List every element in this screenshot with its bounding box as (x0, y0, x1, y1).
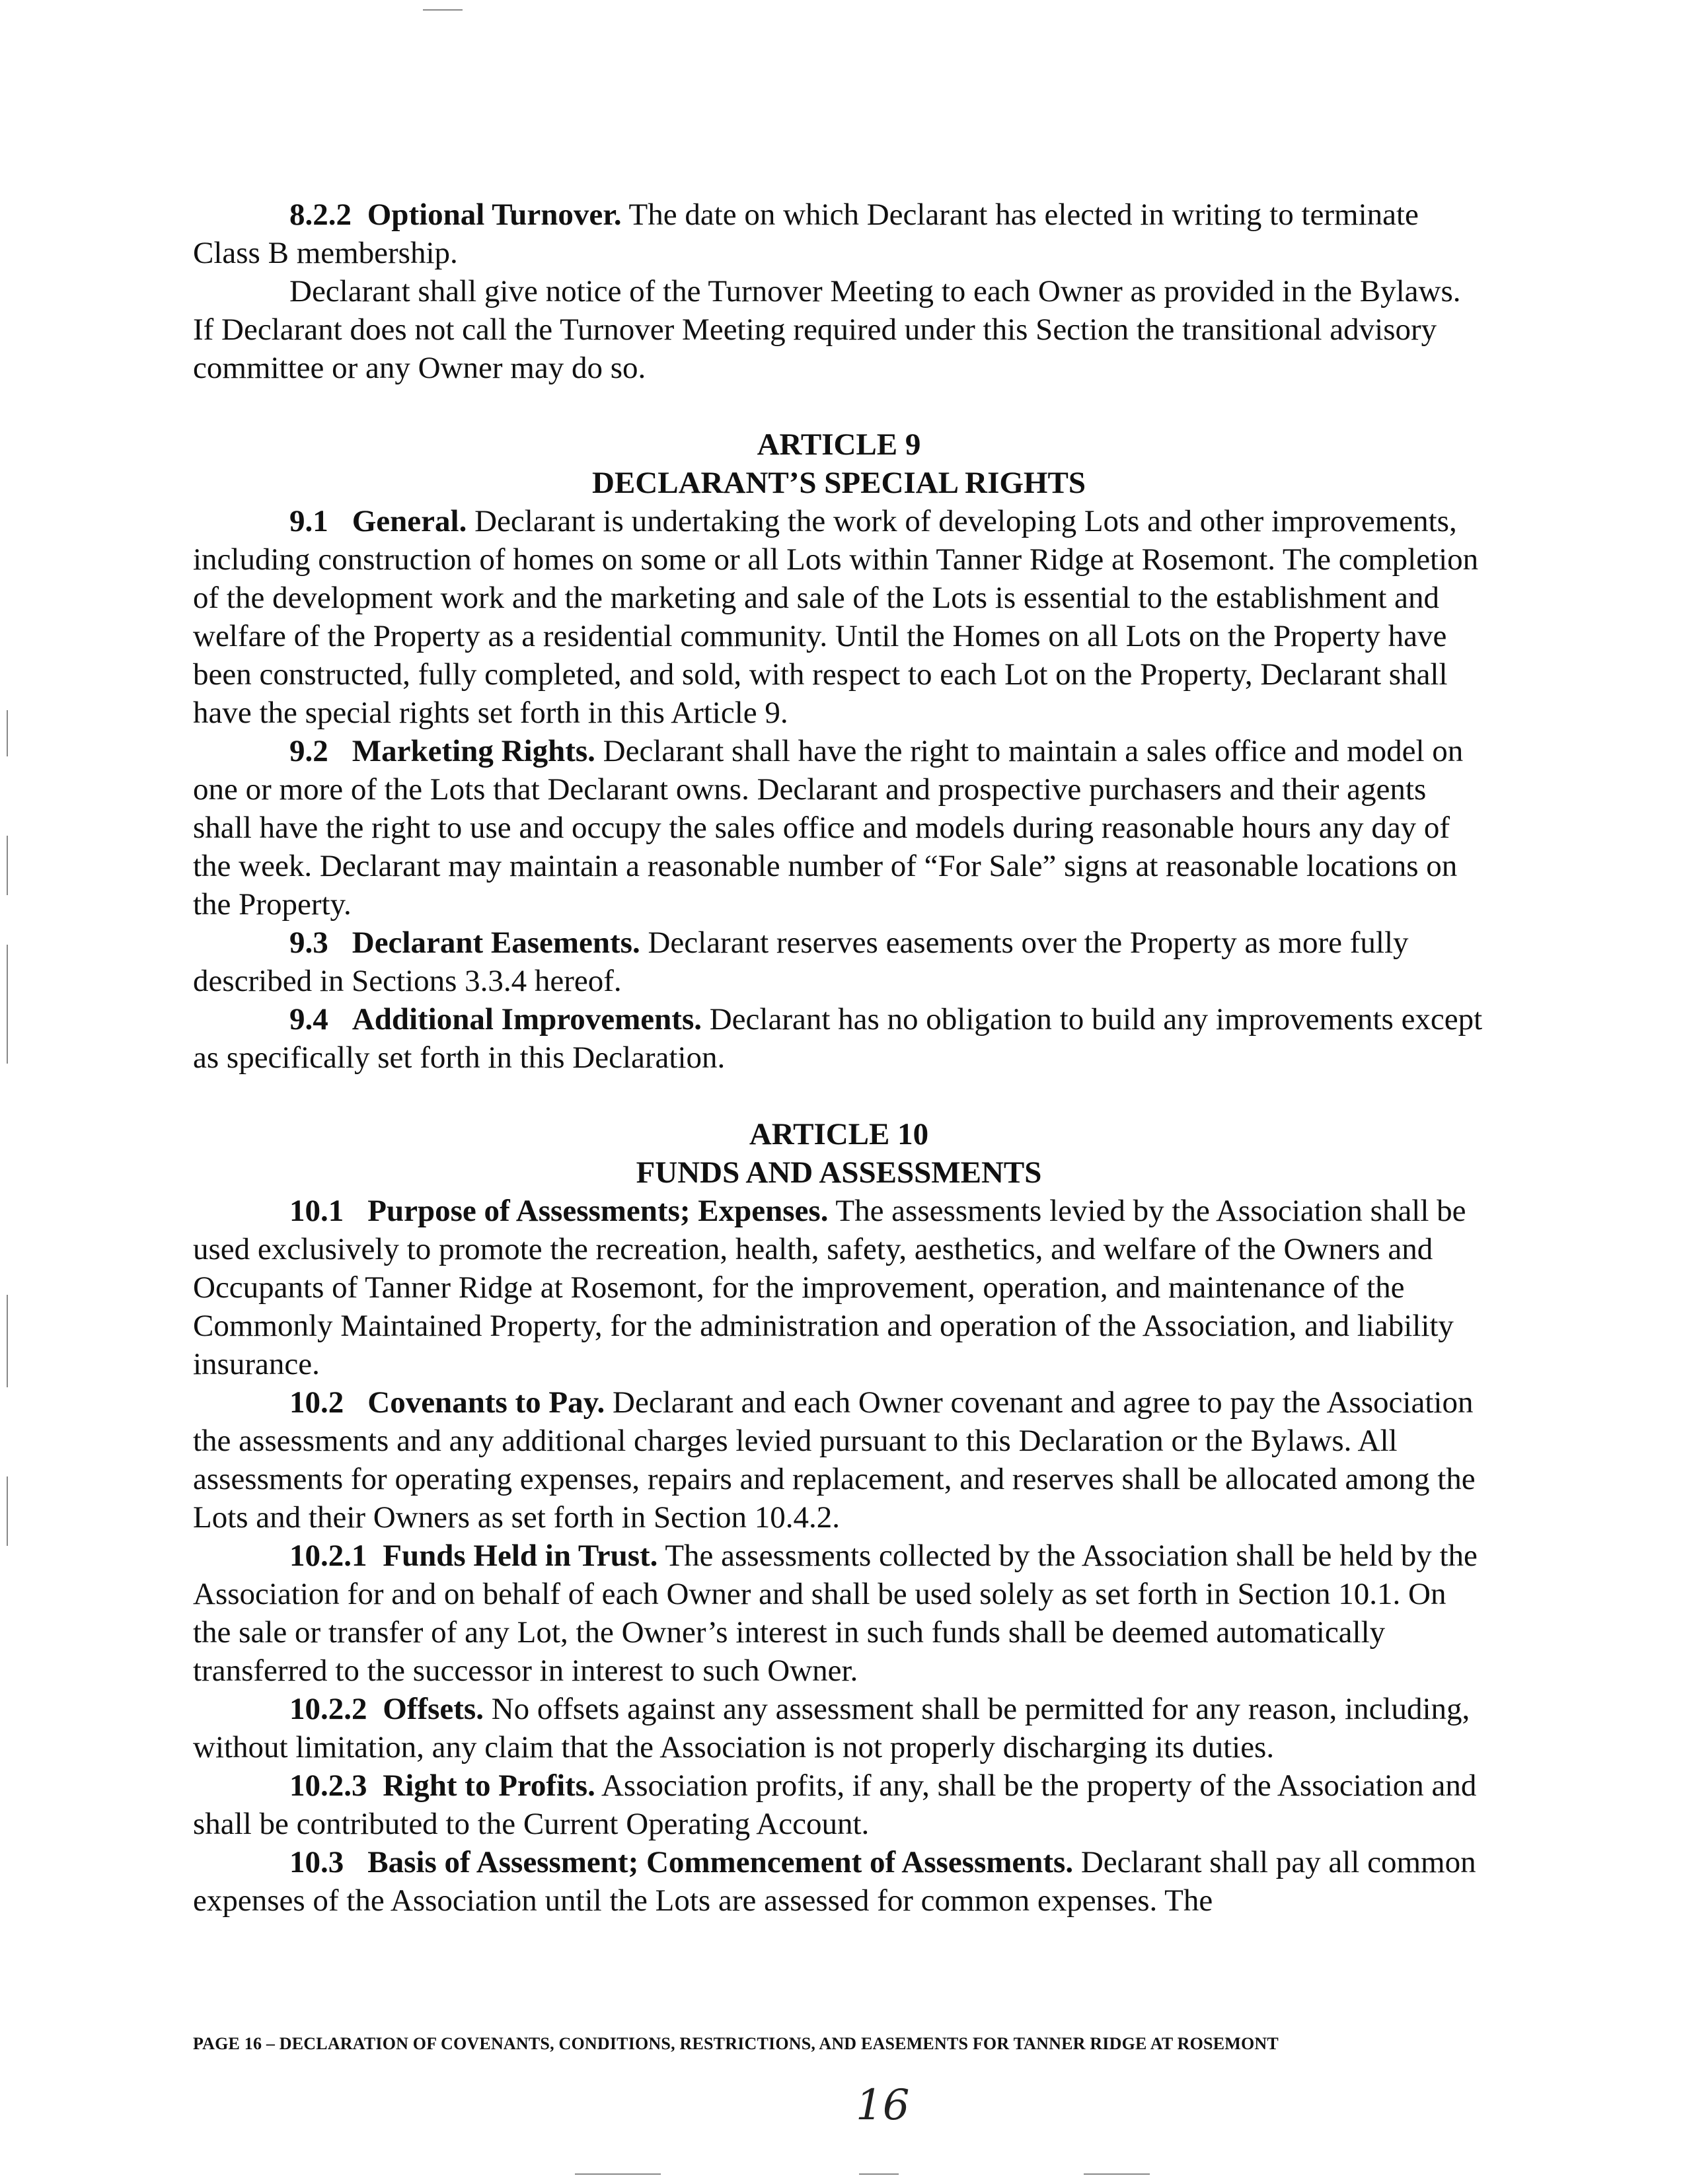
scan-artifact-left-3 (7, 945, 8, 1064)
section-10-2-1 (193, 1537, 1485, 1690)
section-number: 10.2 (289, 1385, 344, 1420)
section-text: Association profits, if any, shall be the property of the Association and shall be contributed to the Current Operating Account. (193, 1768, 1477, 1841)
section-10-3 (193, 1843, 1485, 1920)
article-9-heading: ARTICLE 9 (757, 427, 921, 462)
article-10-heading: ARTICLE 10 (749, 1117, 929, 1151)
article-9-title: DECLARANT’S SPECIAL RIGHTS (592, 466, 1086, 500)
section-number: 10.2.1 (289, 1539, 367, 1573)
section-title: Purpose of Assessments; Expenses. (367, 1194, 829, 1228)
scan-artifact-left-4 (7, 1295, 8, 1387)
section-9-1 (193, 502, 1485, 732)
section-text: Declarant and each Owner covenant and agree to pay the Association the assessments and any additional charges levied pursuant to this Declaration or the Bylaws. All assessments for operating expenses, repairs and replacement, and reserves shall be allocated among the Lots and their Owners as set forth in Section 10.4.2. (193, 1385, 1476, 1535)
section-text: The assessments collected by the Association shall be held by the Association for and on behalf of each Owner and shall be used solely as set forth in Section 10.1. On the sale or transfer of any Lot, the Owner’s interest in such funds shall be deemed automatically transferred to the successor in interest to such Owner. (193, 1539, 1478, 1688)
section-number: 10.2.2 (289, 1692, 367, 1726)
section-number: 9.1 (289, 504, 328, 538)
handwritten-page-number: 16 (856, 2081, 910, 2130)
section-text: Declarant reserves easements over the Property as more fully described in Sections 3.3.4 hereof. (193, 926, 1409, 998)
article-10-title: FUNDS AND ASSESSMENTS (636, 1155, 1042, 1190)
section-text: Declarant has no obligation to build any improvements except as specifically set forth in this Declaration. (193, 1002, 1483, 1075)
section-text: No offsets against any assessment shall be permitted for any reason, including, without limitation, any claim that the Association is not properly discharging its duties. (193, 1692, 1470, 1765)
section-number: 9.3 (289, 926, 328, 960)
scan-artifact-bottom-2 (859, 2173, 899, 2175)
scan-artifact-top-1 (423, 9, 463, 11)
section-text: Declarant shall pay all common expenses of the Association until the Lots are assessed for common expenses. The (193, 1845, 1476, 1918)
document-body (193, 196, 1485, 1920)
section-10-2 (193, 1383, 1485, 1537)
section-10-1 (193, 1192, 1485, 1383)
section-9-2 (193, 732, 1485, 924)
section-9-3 (193, 924, 1485, 1000)
section-text: Declarant shall have the right to maintain a sales office and model on one or more of the Lots that Declarant owns. Declarant and prospective purchasers and their agents shall have the right to use and occupy the sales office and models during reasonable hours any day of the week. Declarant may maintain a reasonable number of “For Sale” signs at reasonable locations on the Property. (193, 734, 1464, 922)
section-title: Covenants to Pay. (367, 1385, 605, 1420)
section-number: 10.1 (289, 1194, 344, 1228)
section-number: 10.2.3 (289, 1768, 367, 1803)
section-title: Offsets. (383, 1692, 484, 1726)
section-number: 9.4 (289, 1002, 328, 1037)
section-text: Declarant shall give notice of the Turnover Meeting to each Owner as provided in the Bylaws. If Declarant does not call the Turnover Meeting required under this Section the transitional advisory committee or any Owner may do so. (193, 274, 1461, 385)
section-text: The assessments levied by the Association shall be used exclusively to promote the recreation, health, safety, aesthetics, and welfare of the Owners and Occupants of Tanner Ridge at Rosemont, for the improvement, operation, and maintenance of the Commonly Maintained Property, for the administration and operation of the Association, and liability insurance. (193, 1194, 1466, 1381)
section-text: Declarant is undertaking the work of developing Lots and other improvements, including construction of homes on some or all Lots within Tanner Ridge at Rosemont. The completion of the development work and the marketing and sale of the Lots is essential to the establishment and welfare of the Property as a residential community. Until the Homes on all Lots on the Property have been constructed, fully completed, and sold, with respect to each Lot on the Property, Declarant shall have the special rights set forth in this Article 9. (193, 504, 1479, 730)
section-10-2-2 (193, 1690, 1485, 1766)
section-title: Funds Held in Trust. (383, 1539, 658, 1573)
page-footer: PAGE 16 – DECLARATION OF COVENANTS, CONDITIONS, RESTRICTIONS, AND EASEMENTS FOR TANNER RIDGE AT ROSEMONT (193, 2034, 1279, 2053)
section-title: Additional Improvements. (352, 1002, 702, 1037)
section-number: 8.2.2 (289, 198, 352, 232)
section-title: Marketing Rights. (352, 734, 595, 768)
section-title: General. (352, 504, 467, 538)
section-title: Optional Turnover. (367, 198, 622, 232)
section-8-2-2-continuation (193, 272, 1485, 387)
section-number: 9.2 (289, 734, 328, 768)
section-8-2-2 (193, 196, 1485, 272)
section-9-4 (193, 1000, 1485, 1077)
section-text: The date on which Declarant has elected in writing to terminate Class B membership. (193, 198, 1419, 270)
section-title: Basis of Assessment; Commencement of Assessments. (367, 1845, 1074, 1879)
section-title: Right to Profits. (383, 1768, 595, 1803)
section-title: Declarant Easements. (352, 926, 640, 960)
scan-artifact-left-5 (7, 1476, 8, 1546)
section-number: 10.3 (289, 1845, 344, 1879)
section-10-2-3 (193, 1766, 1485, 1843)
scan-artifact-left-1 (7, 710, 8, 756)
scan-artifact-bottom-1 (575, 2173, 661, 2175)
scan-artifact-bottom-3 (1084, 2173, 1150, 2175)
scan-artifact-left-2 (7, 836, 8, 895)
